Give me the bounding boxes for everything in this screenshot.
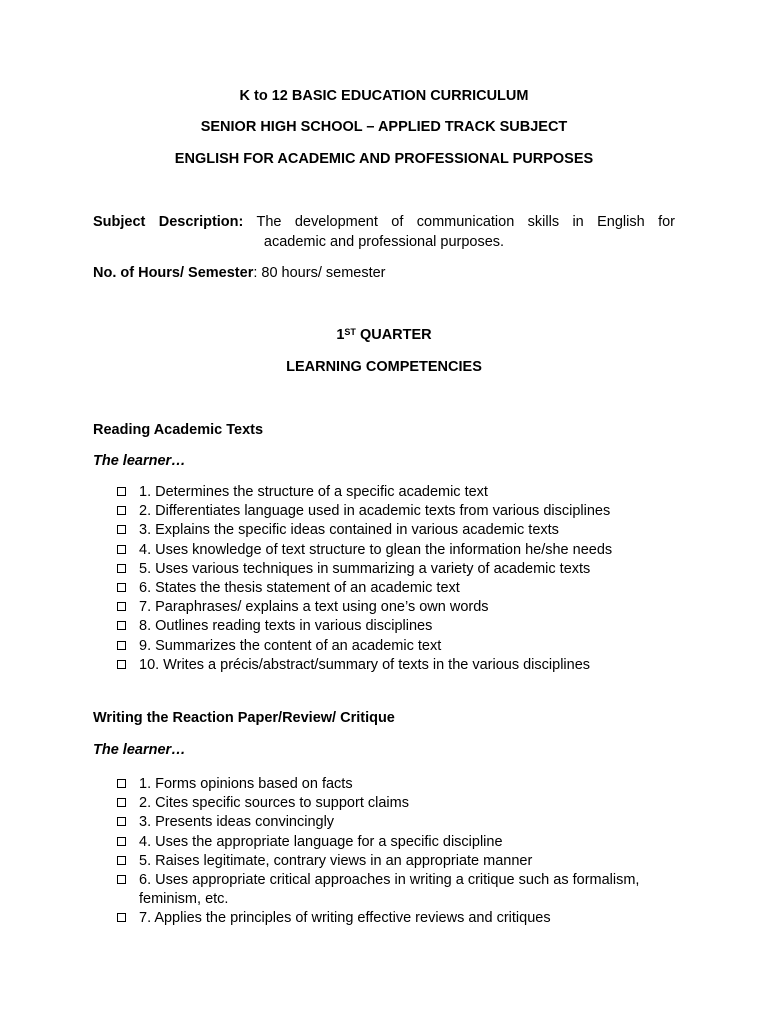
subject-description-text-2: academic and professional purposes.	[263, 234, 505, 250]
list-item	[116, 560, 612, 579]
list-item	[116, 502, 612, 521]
checkbox-icon	[117, 564, 126, 573]
list-item-text: 5. Raises legitimate, contrary views in an appropriate manner	[139, 852, 533, 869]
list-item	[116, 833, 679, 852]
list-item-text: 1. Forms opinions based on facts	[139, 776, 353, 792]
list-item-text: 6. Uses appropriate critical approaches in writing a critique such as formalism, feminism, etc.	[139, 872, 640, 908]
list-item	[116, 483, 612, 502]
list-item	[116, 541, 612, 560]
checkbox-icon	[117, 856, 126, 865]
checkbox-icon	[117, 660, 126, 669]
list-item	[116, 871, 679, 909]
list-item-text: 3. Presents ideas convincingly	[139, 814, 335, 831]
quarter-heading	[0, 326, 768, 344]
learning-competencies-heading: LEARNING COMPETENCIES	[286, 359, 482, 375]
checkbox-icon	[117, 487, 126, 496]
track-subtitle: SENIOR HIGH SCHOOL – APPLIED TRACK SUBJECT	[200, 119, 568, 135]
list-item-text: 2. Differentiates language used in academic texts from various disciplines	[139, 503, 611, 520]
list-item	[116, 617, 612, 636]
quarter-number: 1	[336, 327, 345, 343]
list-item-text: 8. Outlines reading texts in various disciplines	[139, 618, 433, 635]
list-item-text: 10. Writes a précis/abstract/summary of texts in the various disciplines	[139, 656, 591, 673]
list-item	[116, 813, 679, 832]
checkbox-icon	[117, 817, 126, 826]
learner-label: The learner…	[93, 453, 186, 469]
checkbox-icon	[117, 583, 126, 592]
hours-label: No. of Hours/ Semester	[93, 265, 254, 281]
section-title-reading: Reading Academic Texts	[93, 422, 264, 438]
section-title-writing: Writing the Reaction Paper/Review/ Critique	[93, 710, 395, 726]
checkbox-icon	[117, 913, 126, 922]
subject-description-text-1: The development of communication skills in English for	[256, 214, 675, 230]
list-item-text: 4. Uses knowledge of text structure to glean the information he/she needs	[139, 541, 613, 558]
writing-competency-list	[116, 775, 679, 929]
list-item	[116, 579, 612, 598]
list-item-text: 2. Cites specific sources to support claims	[139, 795, 409, 812]
list-item	[116, 794, 679, 813]
list-item-text: 5. Uses various techniques in summarizing a variety of academic texts	[139, 560, 591, 577]
list-item	[116, 521, 612, 540]
quarter-suffix: ST	[344, 327, 356, 337]
list-item-text: 1. Determines the structure of a specific academic text	[139, 484, 488, 500]
quarter-label: QUARTER	[355, 327, 432, 343]
list-item-text: 7. Paraphrases/ explains a text using one’s own words	[139, 599, 489, 616]
list-item	[116, 637, 612, 656]
list-item-text: 4. Uses the appropriate language for a specific discipline	[139, 833, 503, 850]
list-item	[116, 656, 612, 675]
checkbox-icon	[117, 837, 126, 846]
checkbox-icon	[117, 506, 126, 515]
subject-description-label: Subject Description:	[93, 214, 244, 230]
checkbox-icon	[117, 641, 126, 650]
learner-label: The learner…	[93, 742, 186, 758]
hours-value: : 80 hours/ semester	[253, 265, 386, 281]
checkbox-icon	[117, 525, 126, 534]
checkbox-icon	[117, 621, 126, 630]
subject-description	[93, 212, 675, 252]
checkbox-icon	[117, 545, 126, 554]
list-item	[116, 909, 679, 928]
checkbox-icon	[117, 602, 126, 611]
list-item-text: 6. States the thesis statement of an academic text	[139, 580, 460, 597]
list-item-text: 9. Summarizes the content of an academic text	[139, 637, 442, 654]
list-item	[116, 775, 679, 794]
list-item	[116, 598, 612, 617]
list-item-text: 3. Explains the specific ideas contained in various academic texts	[139, 522, 559, 539]
curriculum-title: K to 12 BASIC EDUCATION CURRICULUM	[239, 88, 529, 104]
checkbox-icon	[117, 875, 126, 884]
checkbox-icon	[117, 779, 126, 788]
hours-per-semester	[93, 264, 386, 282]
reading-competency-list	[116, 483, 612, 675]
checkbox-icon	[117, 798, 126, 807]
subject-title: ENGLISH FOR ACADEMIC AND PROFESSIONAL PURPOSES	[174, 151, 594, 167]
list-item-text: 7. Applies the principles of writing effective reviews and critiques	[139, 910, 551, 927]
list-item	[116, 852, 679, 871]
